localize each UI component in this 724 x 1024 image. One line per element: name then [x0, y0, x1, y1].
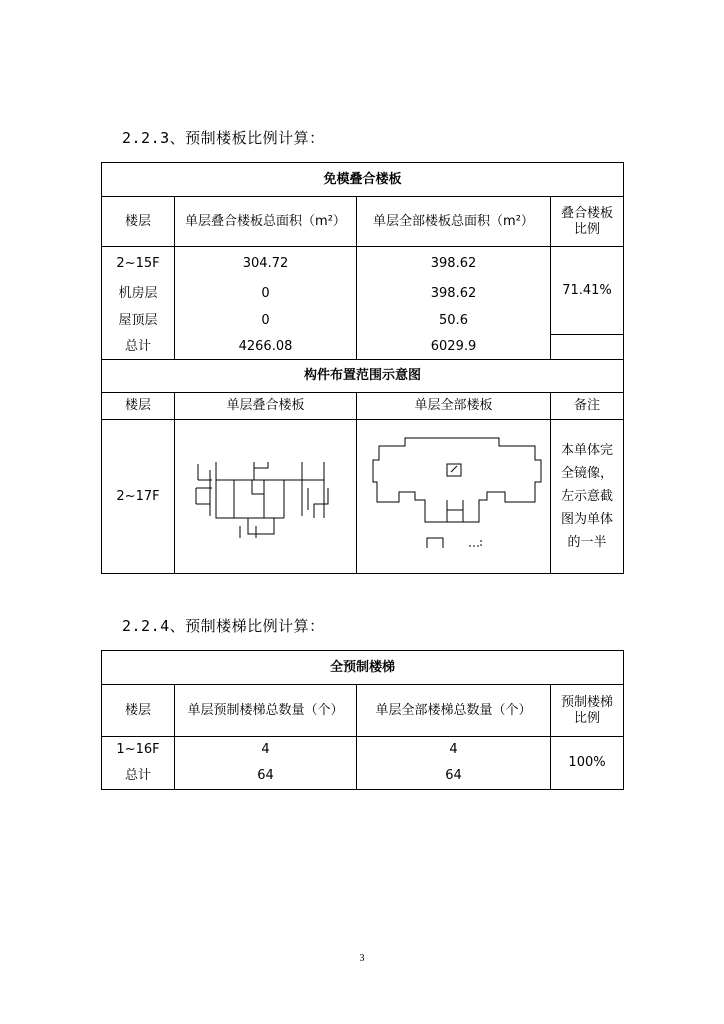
row-single: 0: [175, 281, 357, 308]
header-floor: 楼层: [102, 197, 175, 247]
row-floor: 总计: [102, 764, 175, 790]
slab-ratio: 71.41%: [551, 247, 624, 335]
header-ratio-text: 预制楼梯比例: [561, 694, 614, 726]
layout-header-floor: 楼层: [102, 393, 175, 420]
header-total-count: 单层全部楼梯总数量（个）: [357, 685, 551, 737]
row-total: 64: [357, 764, 551, 790]
row-floor: 1~16F: [102, 737, 175, 764]
table-title: 免模叠合楼板: [102, 163, 624, 197]
layout-note: [551, 420, 624, 574]
layout-header-all: 单层全部楼板: [357, 393, 551, 420]
row-floor: 总计: [102, 335, 175, 360]
row-total: 50.6: [357, 308, 551, 335]
row-floor: 2~15F: [102, 247, 175, 281]
layout-header-slab: 单层叠合楼板: [175, 393, 357, 420]
header-ratio-text: 叠合楼板比例: [561, 205, 614, 237]
header-single-area: 单层叠合楼板总面积（m²）: [175, 197, 357, 247]
row-total: 398.62: [357, 247, 551, 281]
slab-layout-diagram-cell: [175, 420, 357, 574]
precast-stair-table: [101, 650, 624, 790]
row-single: 304.72: [175, 247, 357, 281]
header-ratio: [551, 197, 624, 247]
stair-ratio: 100%: [551, 737, 624, 790]
header-ratio: [551, 685, 624, 737]
header-single-count: 单层预制楼梯总数量（个）: [175, 685, 357, 737]
layout-header-note: 备注: [551, 393, 624, 420]
layout-floor: 2~17F: [102, 420, 175, 574]
full-layout-diagram: [359, 422, 549, 572]
row-single: 4266.08: [175, 335, 357, 360]
empty-cell: [551, 335, 624, 360]
slab-layout-diagram: [176, 422, 356, 572]
page-number: 3: [359, 953, 365, 964]
section-heading-2-2-4: 2.2.4、预制楼梯比例计算：: [122, 617, 325, 635]
row-floor: 机房层: [102, 281, 175, 308]
header-total-area: 单层全部楼板总面积（m²）: [357, 197, 551, 247]
row-total: 4: [357, 737, 551, 764]
section-heading-2-2-3: 2.2.3、预制楼板比例计算：: [122, 129, 325, 147]
row-total: 398.62: [357, 281, 551, 308]
header-floor: 楼层: [102, 685, 175, 737]
full-layout-diagram-cell: [357, 420, 551, 574]
row-floor: 屋顶层: [102, 308, 175, 335]
row-single: 64: [175, 764, 357, 790]
layout-note-text: 本单体完全镜像，左示意截图为单体的一半: [561, 443, 614, 550]
layout-title: 构件布置范围示意图: [102, 360, 624, 393]
row-single: 0: [175, 308, 357, 335]
row-single: 4: [175, 737, 357, 764]
table-title: 全预制楼梯: [102, 651, 624, 685]
precast-slab-table: [101, 162, 624, 574]
row-total: 6029.9: [357, 335, 551, 360]
